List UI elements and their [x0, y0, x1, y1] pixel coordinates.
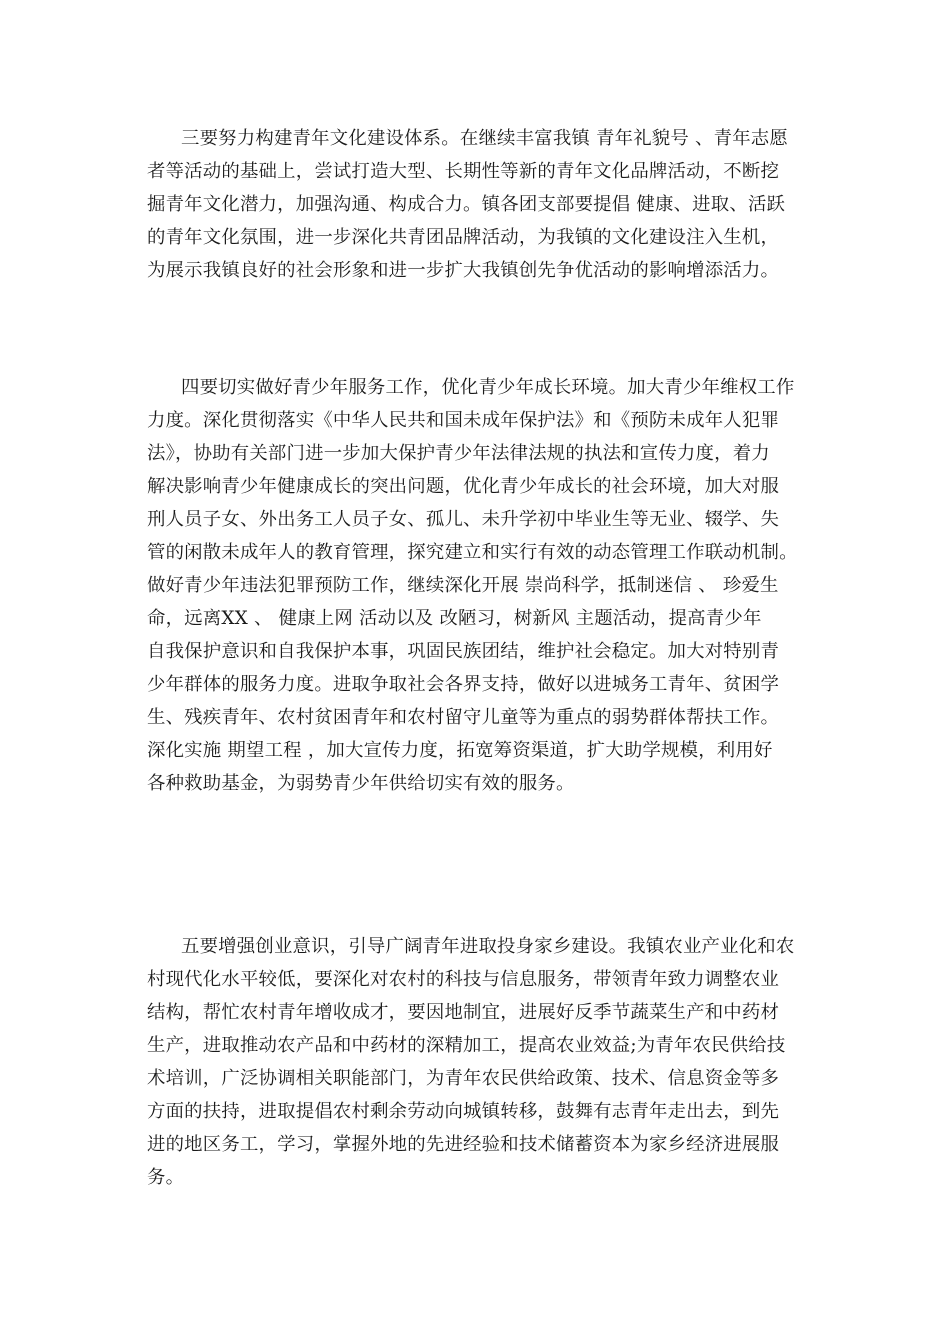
paragraph-line: 解决影响青少年健康成长的突出问题，优化青少年成长的社会环境，加大对服 — [147, 476, 780, 497]
paragraph-line: 管的闲散未成年人的教育管理，探究建立和实行有效的动态管理工作联动机制。 — [147, 542, 798, 563]
paragraph-line: 村现代化水平较低，要深化对农村的科技与信息服务，带领青年致力调整农业 — [147, 969, 780, 990]
paragraph-line: 五要增强创业意识，引导广阔青年进取投身家乡建设。我镇农业产业化和农 — [181, 936, 795, 957]
paragraph-line: 三要努力构建青年文化建设体系。在继续丰富我镇 青年礼貌号 、青年志愿 — [181, 128, 788, 149]
paragraph-line: 各种救助基金，为弱势青少年供给切实有效的服务。 — [147, 773, 575, 794]
paragraph-line: 为展示我镇良好的社会形象和进一步扩大我镇创先争优活动的影响增添活力。 — [147, 260, 780, 281]
paragraph-line: 进的地区务工，学习，掌握外地的先进经验和技术储蓄资本为家乡经济进展服 — [147, 1134, 780, 1155]
paragraph-line: 法》，协助有关部门进一步加大保护青少年法律法规的执法和宣传力度，着力 — [147, 443, 770, 464]
paragraph-line: 生产，进取推动农产品和中药材的深精加工，提高农业效益;为青年农民供给技 — [147, 1035, 786, 1056]
paragraph-line: 生、残疾青年、农村贫困青年和农村留守儿童等为重点的弱势群体帮扶工作。 — [147, 707, 780, 728]
paragraph-youth-services — [147, 371, 807, 800]
paragraph-line: 做好青少年违法犯罪预防工作，继续深化开展 崇尚科学，抵制迷信 、 珍爱生 — [147, 575, 779, 596]
paragraph-line: 自我保护意识和自我保护本事，巩固民族团结，维护社会稳定。加大对特别青 — [147, 641, 780, 662]
paragraph-line: 者等活动的基础上，尝试打造大型、长期性等新的青年文化品牌活动，不断挖 — [147, 161, 780, 182]
paragraph-line: 深化实施 期望工程 ，加大宣传力度，拓宽筹资渠道，扩大助学规模，利用好 — [147, 740, 773, 761]
paragraph-entrepreneurship — [147, 930, 807, 1194]
paragraph-line: 四要切实做好青少年服务工作，优化青少年成长环境。加大青少年维权工作 — [181, 377, 795, 398]
paragraph-line: 术培训，广泛协调相关职能部门，为青年农民供给政策、技术、信息资金等多 — [147, 1068, 780, 1089]
paragraph-line: 方面的扶持，进取提倡农村剩余劳动向城镇转移，鼓舞有志青年走出去，到先 — [147, 1101, 780, 1122]
paragraph-line: 命，远离XX 、 健康上网 活动以及 改陋习，树新风 主题活动，提高青少年 — [147, 608, 762, 629]
paragraph-line: 刑人员子女、外出务工人员子女、孤儿、未升学初中毕业生等无业、辍学、失 — [147, 509, 780, 530]
paragraph-line: 结构，帮忙农村青年增收成才，要因地制宜，进展好反季节蔬菜生产和中药材 — [147, 1002, 780, 1023]
paragraph-line: 务。 — [147, 1167, 185, 1188]
paragraph-culture-system — [147, 122, 807, 287]
paragraph-line: 力度。深化贯彻落实《中华人民共和国未成年保护法》和《预防未成年人犯罪 — [147, 410, 780, 431]
paragraph-line: 少年群体的服务力度。进取争取社会各界支持，做好以进城务工青年、贫困学 — [147, 674, 780, 695]
paragraph-line: 的青年文化氛围，进一步深化共青团品牌活动，为我镇的文化建设注入生机， — [147, 227, 780, 248]
paragraph-line: 掘青年文化潜力，加强沟通、构成合力。镇各团支部要提倡 健康、进取、活跃 — [147, 194, 786, 215]
